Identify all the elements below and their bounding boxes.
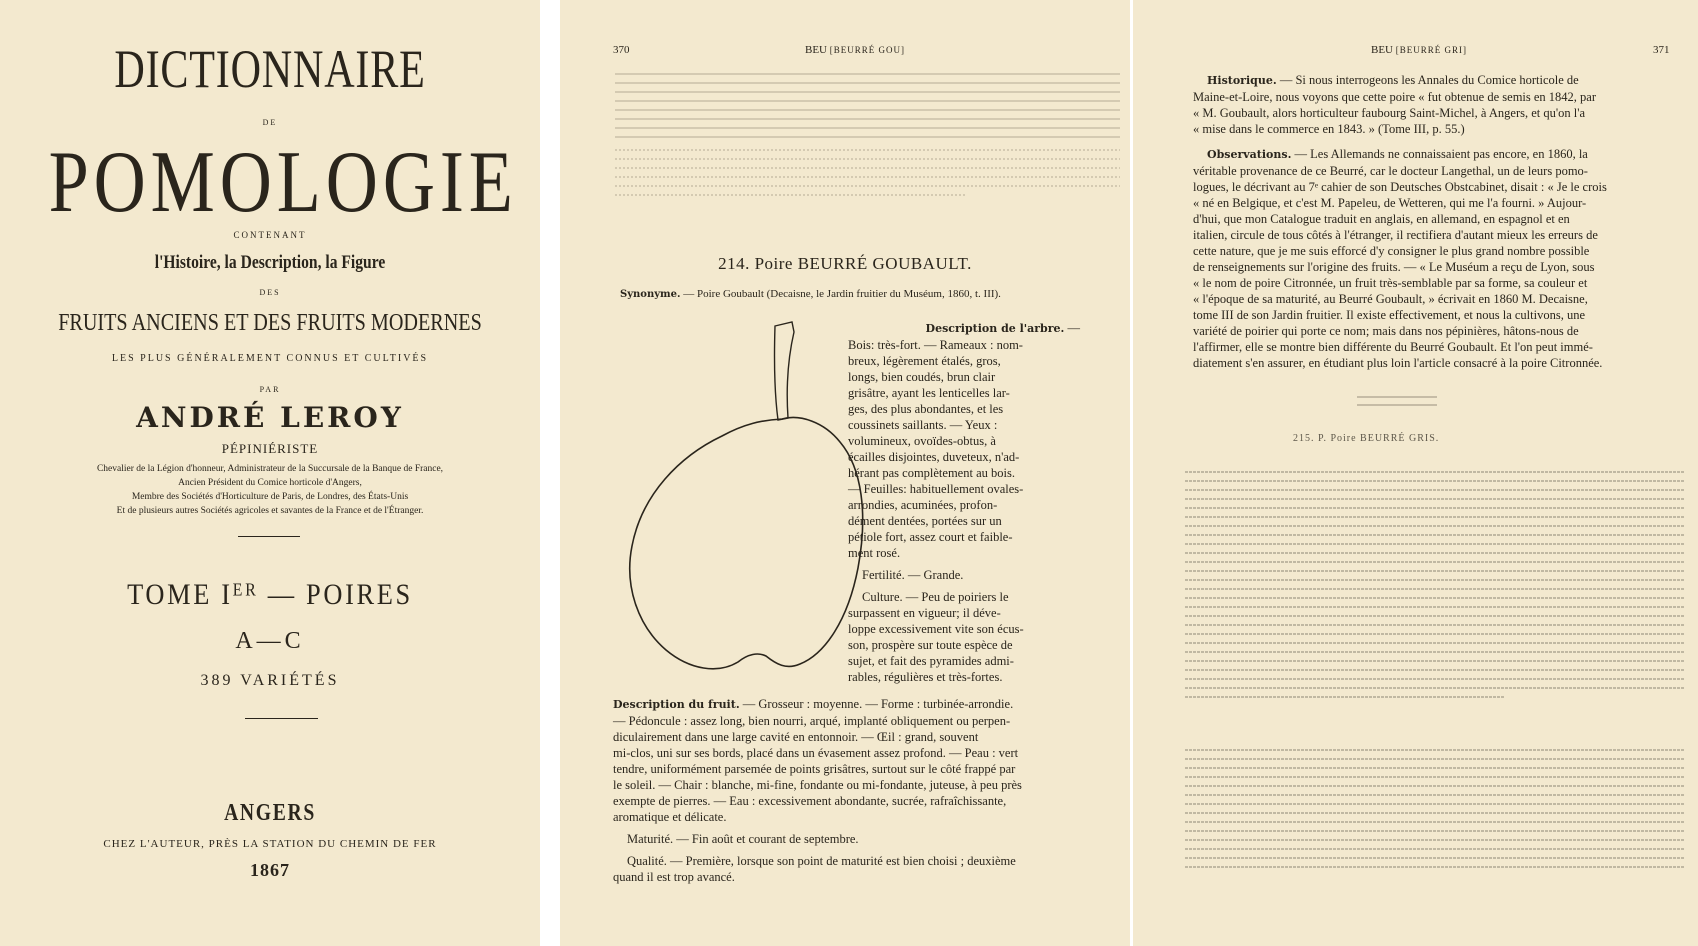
arbre-line: pétiole fort, assez court et faible- [848, 530, 1013, 544]
arbre-line: breux, légèrement étalés, gros, [848, 354, 1001, 368]
observations-line: de renseignements sur l'origine des fruits. — « Le Muséum a reçu de Lyon, sous [1193, 260, 1595, 274]
title-contenant: CONTENANT [233, 230, 307, 240]
title-par: PAR [259, 385, 281, 394]
tome-label: TOME Iᴱᴿ — POIRES [127, 578, 413, 611]
page-370 [560, 0, 1130, 946]
observations-line: diatement s'en assurer, en étudiant plus loin l'article consacré à la poire Citronnée. [1193, 356, 1603, 370]
pear-illustration [610, 318, 880, 688]
title-fruits: FRUITS ANCIENS ET DES FRUITS MODERNES [58, 310, 482, 336]
running-head-main: BEU [805, 44, 827, 56]
publisher-address: CHEZ L'AUTEUR, PRÈS LA STATION DU CHEMIN DE FER [103, 838, 437, 850]
author-profession: PÉPINIÉRISTE [221, 441, 319, 456]
culture-line: sujet, et fait des pyramides admi- [848, 654, 1014, 668]
culture-line: surpassent en vigueur; il déve- [848, 606, 1001, 620]
historique-line: « mise dans le commerce en 1843. » (Tome III, p. 55.) [1193, 122, 1465, 136]
arbre-line: hérant pas complètement au bois. [848, 466, 1015, 480]
synonyme-label: Synonyme. [620, 289, 681, 300]
title-pomologie: POMOLOGIE [48, 134, 518, 231]
observations-line: italien, circule de tous côtés à l'étranger, il rectifiera d'autant mieux les erreurs de [1193, 228, 1598, 242]
arbre-line: écailles disjointes, duveteux, n'ad- [848, 450, 1020, 464]
observations-line: d'hui, que mon Catalogue traduit en anglais, en allemand, en espagnol et en [1193, 212, 1570, 226]
observations-line: « né en Belgique, et c'est M. Papeleu, de Wetteren, qui me l'a fourni. » Aujour- [1193, 196, 1587, 210]
fruit-line: — Grosseur : moyenne. — Forme : turbinée-arrondie. [742, 697, 1014, 711]
fruit-label: Description du fruit. [613, 698, 740, 711]
fruit-line: le soleil. — Chair : blanche, mi-fine, fondante ou mi-fondante, juteuse, à peu près [613, 778, 1022, 792]
culture-line: loppe excessivement vite son écus- [848, 622, 1024, 636]
arbre-label: Description de l'arbre. [925, 322, 1065, 335]
fruit-line: tendre, uniformément parsemée de points grisâtres, surtout sur le côté frappé par [613, 762, 1016, 776]
maturite: Maturité. — Fin août et courant de septembre. [627, 832, 859, 846]
historique-line: — Si nous interrogeons les Annales du Comice horticole de [1279, 73, 1579, 87]
honor-line: Chevalier de la Légion d'honneur, Administrateur de la Succursale de la Banque de France, [96, 464, 444, 474]
publisher-city: ANGERS [224, 800, 316, 826]
description-fruit [613, 696, 1083, 885]
title-plus: LES PLUS GÉNÉRALEMENT CONNUS ET CULTIVÉS [111, 353, 429, 364]
fruit-line: mi-clos, uni sur ses bords, placé dans un évasement assez profond. — Peau : vert [613, 746, 1019, 760]
next-entry-heading: 215. P. Poire BEURRÉ GRIS. [1293, 433, 1440, 444]
culture-line: Culture. — Peu de poiriers le [862, 590, 1009, 604]
bleed-through-lines [615, 70, 1120, 205]
historique-label: Historique. [1207, 74, 1277, 87]
honor-line: Membre des Sociétés d'Horticulture de Paris, de Londres, des États-Unis [131, 492, 409, 502]
culture-line: son, prospère sur toute espèce de [848, 638, 1013, 652]
dense-bleed-through [1185, 470, 1690, 915]
arbre-line: grisâtre, ayant les lenticelles lar- [848, 386, 1010, 400]
arbre-line: dément dentées, portées sur un [848, 514, 1002, 528]
divider [238, 536, 300, 537]
observations-line: logues, le décrivant au 7ᵉ cahier de son Deutsches Obstcabinet, disait : « Je le crois [1193, 180, 1607, 194]
historique-line: Maine-et-Loire, nous voyons que cette poire « fut obtenue de semis en 1842, par [1193, 90, 1597, 104]
arbre-line: volumineux, ovoïdes-obtus, à [848, 434, 996, 448]
arbre-line: ges, des plus abondantes, et les [848, 402, 1004, 416]
arbre-line: arrondies, acuminées, profon- [848, 498, 998, 512]
synonyme [620, 288, 1120, 300]
title-dictionnaire: DICTIONNAIRE [114, 39, 426, 99]
arbre-line: coussinets saillants. — Yeux : [848, 418, 998, 432]
observations-line: l'affirmer, elle se montre bien différente du Beurré Goubault. Et l'on peut immé- [1193, 340, 1593, 354]
separator-rules [1357, 395, 1437, 407]
running-head-sub: [BEURRÉ GRI] [1395, 45, 1467, 55]
running-head-main: BEU [1371, 44, 1393, 56]
arbre-line: — Feuilles: habituellement ovales- [848, 482, 1024, 496]
historique-line: « M. Goubault, alors horticulteur faubourg Saint-Michel, à Angers, et qu'on l'a [1193, 106, 1586, 120]
author-honors [0, 462, 540, 518]
title-page [0, 0, 540, 946]
synonyme-text: — Poire Goubault (Decaisne, le Jardin fruitier du Muséum, 1860, t. III). [683, 288, 1001, 300]
qualite-line: Qualité. — Première, lorsque son point de maturité est bien choisi ; deuxième [627, 854, 1016, 868]
arbre-line: ment rosé. [848, 546, 901, 560]
honor-line: Ancien Président du Comice horticole d'Angers, [178, 478, 362, 488]
observations [1193, 146, 1688, 371]
page-371 [1133, 0, 1698, 946]
running-head-sub: [BEURRÉ GOU] [829, 45, 905, 55]
description-arbre: Description de l'arbre. — Bois: très-fort. — Rameaux : nom- breux, légèrement étalés, gros, longs, bien coudés, brun clair grisâtre, ayant les lenticelles lar- ges, des plus abondantes, et les coussinets saillants. — Yeux : volumineux, ovoïdes-obtus, à écailles disjointes, duveteux, n'ad- hérant pas complètement au bois. — Feuilles: habituellement ovales- arrondies, acuminées, profon- dément dentées, portées sur un pétiole fort, assez court et faible- ment rosé. Fertilité. — Grande. Culture. — Peu de poiriers le surpassent en vigueur; il déve- loppe excessivement vite son écus- son, prospère sur toute espèce de sujet, et fait des pyramides admi- rables, régulières et très-fortes. [848, 321, 1080, 684]
arbre-line: longs, bien coudés, brun clair [848, 370, 996, 384]
observations-line: « le nom de poire Citronnée, un fruit très-semblable par sa forme, sa couleur et [1193, 276, 1588, 290]
fertilite: Fertilité. — Grande. [862, 568, 964, 582]
observations-line: « l'époque de sa maturité, au Beurré Goubault, » écrivait en 1860 M. Decaisne, [1193, 292, 1588, 306]
running-head [805, 44, 905, 56]
arbre-line: Bois: très-fort. — Rameaux : nom- [848, 338, 1023, 352]
page-number: 371 [1653, 44, 1670, 56]
tome-varietes: 389 VARIÉTÉS [200, 672, 340, 689]
historique [1193, 72, 1688, 137]
observations-label: Observations. [1207, 148, 1292, 161]
fruit-line: — Pédoncule : assez long, bien nourri, arqué, implanté obliquement ou perpen- [613, 714, 1011, 728]
title-histoire: l'Histoire, la Description, la Figure [154, 252, 386, 273]
observations-line: tome III de son Jardin fruitier. Il existe effectivement, et nous la cultivons, une [1193, 308, 1586, 322]
page-number: 370 [613, 44, 630, 56]
observations-line: — Les Allemands ne connaissaient pas encore, en 1860, la [1294, 147, 1588, 161]
culture-line: rables, régulières et très-fortes. [848, 670, 1003, 684]
observations-line: véritable provenance de ce Beurré, car le docteur Langethal, un de leurs pomo- [1193, 164, 1588, 178]
bleed-through-text [615, 70, 1120, 210]
honor-line: Et de plusieurs autres Sociétés agricoles et savantes de la France et de l'Étranger. [116, 506, 424, 516]
observations-line: variété de poirier qui porte ce nom; mais dans nos pépinières, hâtons-nous de [1193, 324, 1579, 338]
running-head [1371, 44, 1467, 56]
fruit-line: aromatique et délicate. [613, 810, 727, 824]
entry-title: 214. Poire BEURRÉ GOUBAULT. [718, 254, 972, 273]
title-de: DE [262, 118, 278, 127]
publication-year: 1867 [250, 860, 290, 880]
tome-range: A—C [235, 628, 305, 654]
author-name: ANDRÉ LEROY [136, 401, 404, 434]
divider [245, 718, 318, 719]
title-des: DES [259, 288, 281, 297]
fruit-line: diculairement dans une large cavité en entonnoir. — Œil : grand, souvent [613, 730, 979, 744]
observations-line: cette nature, que je me suis efforcé d'y consigner le plus grand nombre possible [1193, 244, 1590, 258]
qualite-line: quand il est trop avancé. [613, 870, 735, 884]
fruit-line: exempte de pierres. — Eau : excessivement abondante, sucrée, rafraîchissante, [613, 794, 1007, 808]
